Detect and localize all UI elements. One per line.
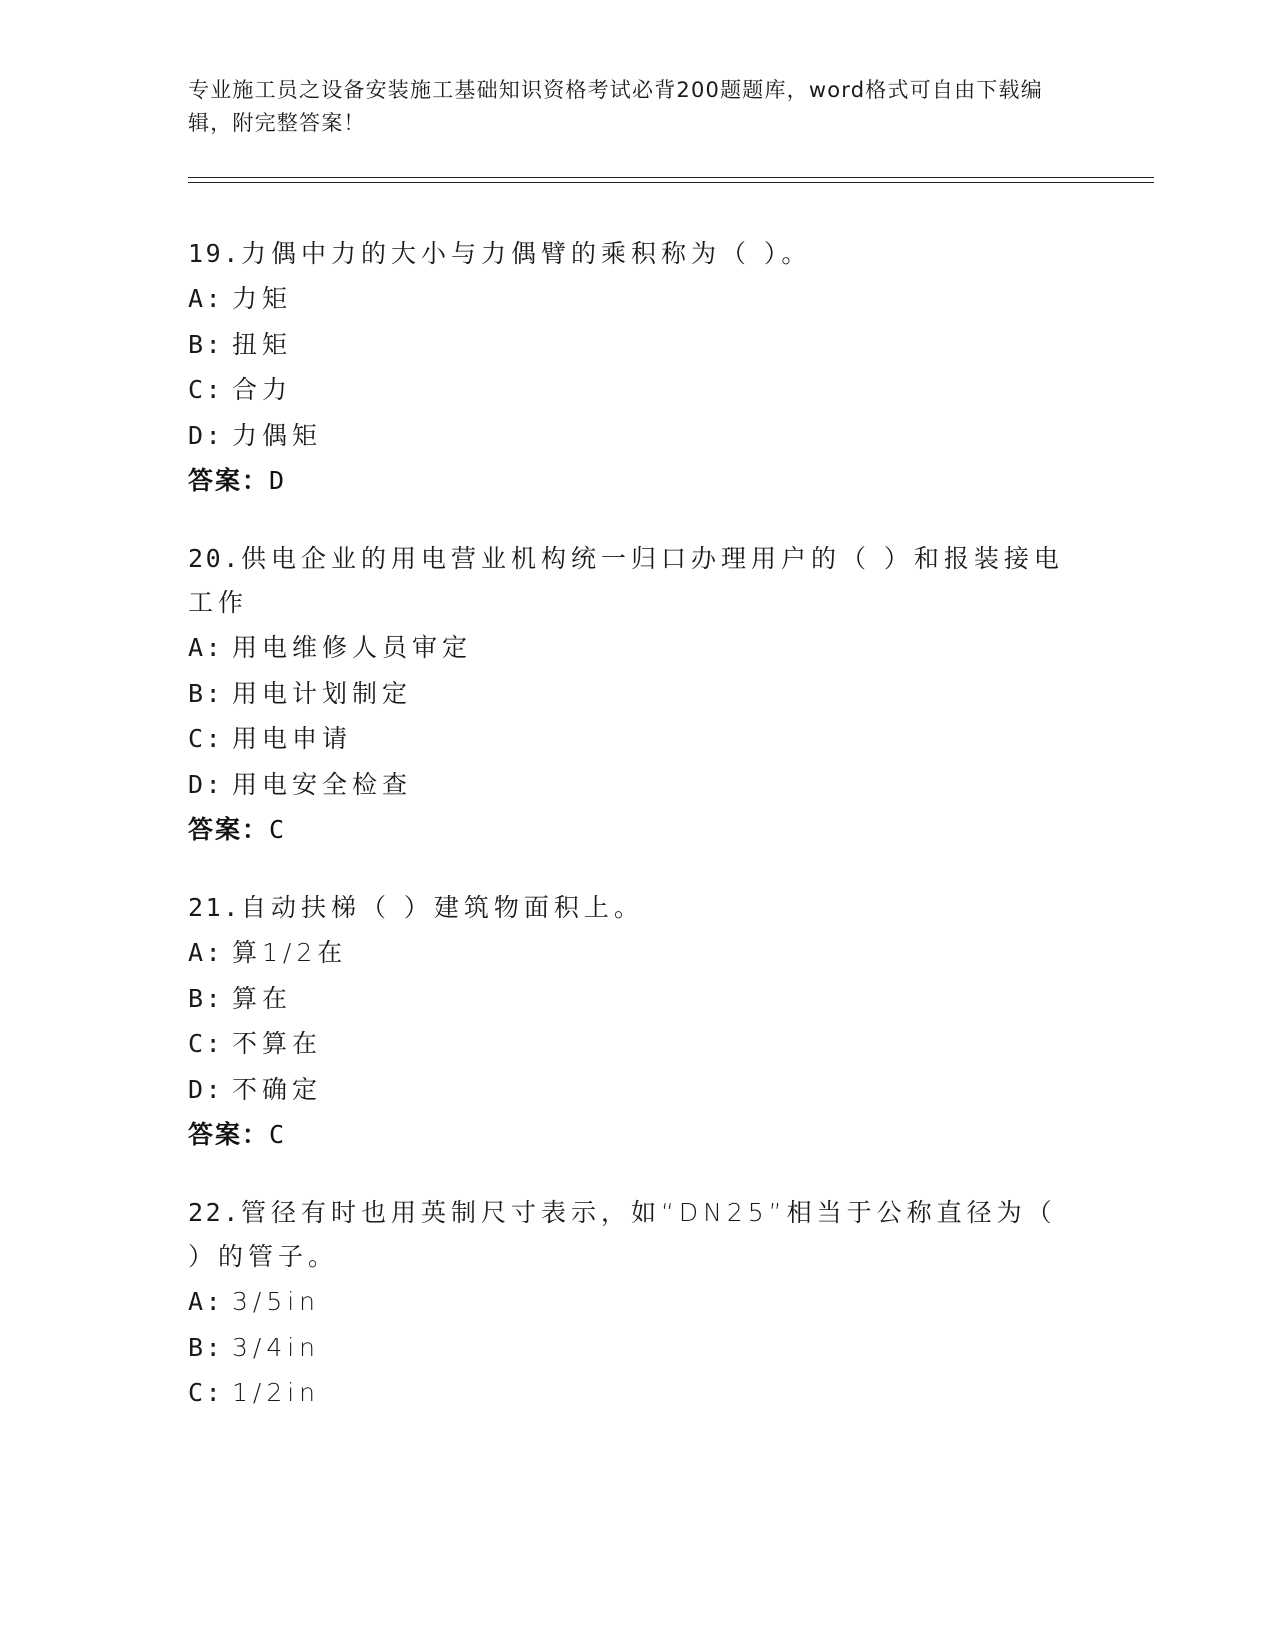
option-text: 3/5in <box>232 1287 321 1316</box>
answer-value: C <box>269 815 287 844</box>
document-header: 专业施工员之设备安装施工基础知识资格考试必背200题题库，word格式可自由下载编辑，附完整答案！ <box>188 78 1043 135</box>
option-letter: A: <box>188 633 224 662</box>
header-divider-bottom <box>188 182 1154 183</box>
option-text: 用电计划制定 <box>232 678 413 708</box>
option-letter: A: <box>188 284 224 313</box>
option-letter: D: <box>188 420 224 450</box>
question-22 <box>188 1191 1068 1416</box>
option-text: 算在 <box>232 983 293 1013</box>
option-b <box>188 671 1068 717</box>
option-a <box>188 930 1068 976</box>
option-text: 不算在 <box>232 1029 323 1058</box>
option-b <box>188 1325 1068 1371</box>
question-list <box>188 232 1068 1450</box>
option-a <box>188 276 1068 322</box>
question-stem <box>188 1191 1068 1279</box>
option-text: 用电申请 <box>232 724 353 753</box>
question-21 <box>188 886 1068 1157</box>
option-b <box>188 976 1068 1022</box>
question-number: 21. <box>188 893 241 922</box>
option-a <box>188 625 1068 671</box>
option-c <box>188 1370 1068 1416</box>
option-d <box>188 1067 1068 1113</box>
option-text: 力偶矩 <box>232 420 323 450</box>
option-letter: D: <box>188 1074 224 1104</box>
question-19 <box>188 232 1068 503</box>
question-stem <box>188 886 1068 930</box>
question-stem <box>188 537 1068 625</box>
option-letter: C: <box>188 375 224 404</box>
question-text: 力偶中力的大小与力偶臂的乘积称为（ ）。 <box>240 239 812 268</box>
option-text: 3/4in <box>232 1332 321 1362</box>
answer-value: D <box>269 466 287 495</box>
option-letter: C: <box>188 724 224 753</box>
option-letter: B: <box>188 678 224 708</box>
option-text: 力矩 <box>232 284 293 313</box>
answer-label: 答案： <box>188 815 270 844</box>
answer-label: 答案： <box>188 466 270 495</box>
option-text: 算1/2在 <box>232 938 348 967</box>
answer-line <box>188 1112 1068 1157</box>
option-text: 合力 <box>232 375 293 404</box>
option-a <box>188 1279 1068 1325</box>
option-letter: D: <box>188 769 224 799</box>
question-stem <box>188 232 1068 276</box>
option-c <box>188 367 1068 413</box>
question-number: 19. <box>188 239 241 268</box>
answer-line <box>188 458 1068 503</box>
option-text: 扭矩 <box>232 329 293 359</box>
option-letter: A: <box>188 1287 224 1316</box>
option-text: 用电安全检查 <box>232 769 413 799</box>
option-text: 1/2in <box>232 1378 321 1407</box>
option-d <box>188 762 1068 808</box>
answer-line <box>188 807 1068 852</box>
option-letter: C: <box>188 1029 224 1058</box>
answer-label: 答案： <box>188 1120 270 1149</box>
question-number: 22. <box>188 1198 241 1227</box>
option-letter: B: <box>188 329 224 359</box>
option-d <box>188 413 1068 459</box>
header-divider-top <box>188 177 1154 178</box>
question-text: 管径有时也用英制尺寸表示，如“DN25”相当于公称直径为（ ）的管子。 <box>188 1198 1057 1271</box>
question-text: 供电企业的用电营业机构统一归口办理用户的（ ）和报装接电工作 <box>188 544 1064 617</box>
option-letter: C: <box>188 1378 224 1407</box>
question-number: 20. <box>188 544 241 573</box>
question-text: 自动扶梯（ ）建筑物面积上。 <box>240 893 644 922</box>
option-c <box>188 1021 1068 1067</box>
option-b <box>188 322 1068 368</box>
option-letter: B: <box>188 983 224 1013</box>
option-text: 不确定 <box>232 1074 323 1104</box>
question-20 <box>188 537 1068 852</box>
option-letter: A: <box>188 938 224 967</box>
option-letter: B: <box>188 1332 224 1362</box>
option-text: 用电维修人员审定 <box>232 633 473 662</box>
answer-value: C <box>269 1120 287 1149</box>
option-c <box>188 716 1068 762</box>
